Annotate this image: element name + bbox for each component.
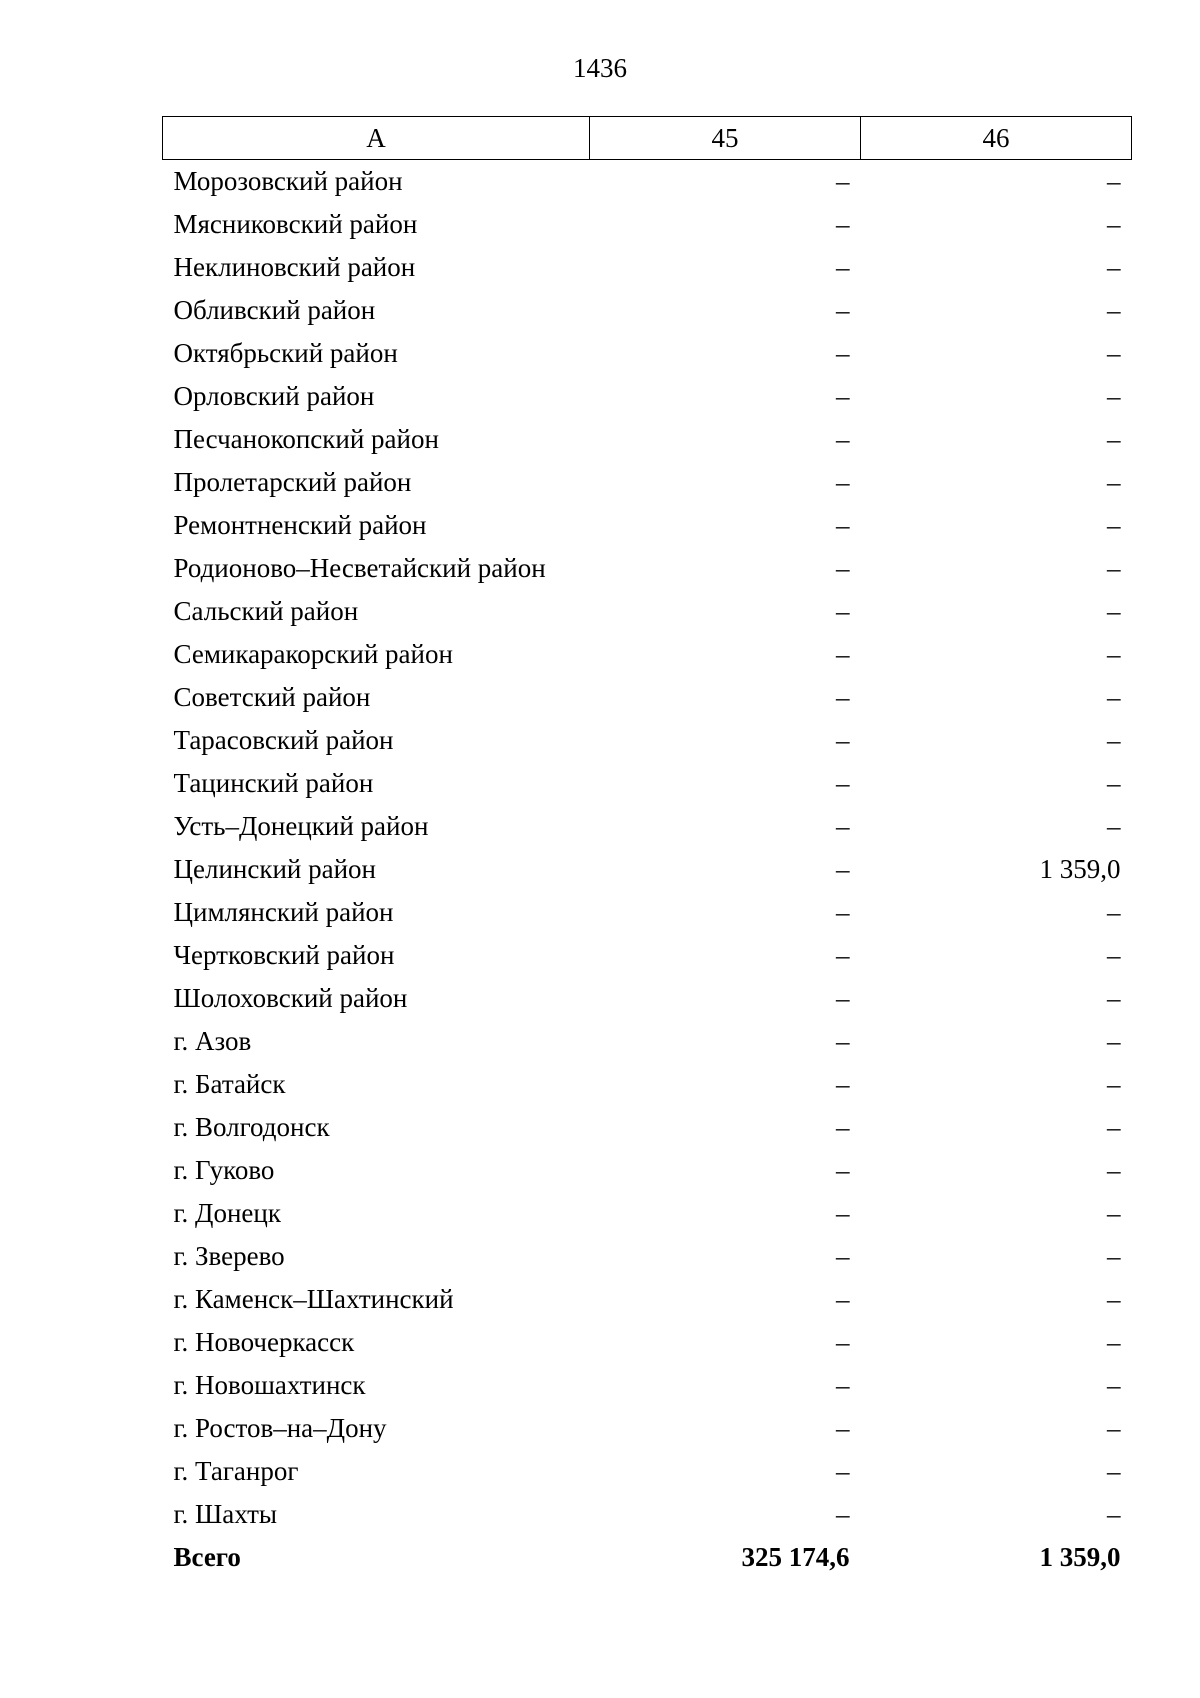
- data-table: [162, 116, 1132, 1579]
- row-name-cell: г. Батайск: [173, 1069, 286, 1099]
- row-name-cell: Тацинский район: [173, 768, 374, 798]
- row-value-45-cell: –: [836, 811, 850, 841]
- row-value-45-cell: –: [836, 854, 850, 884]
- row-value-45-cell: –: [836, 252, 850, 282]
- row-value-46-cell: 1 359,0: [1039, 854, 1121, 884]
- row-value-45-cell: –: [836, 1370, 850, 1400]
- row-name-cell: г. Волгодонск: [173, 1112, 330, 1142]
- table-body: [163, 160, 1132, 1580]
- row-value-45-cell: –: [836, 1198, 850, 1228]
- row-value-45-cell: –: [836, 596, 850, 626]
- row-name-cell: Орловский район: [173, 381, 375, 411]
- table-row: [163, 1278, 1132, 1321]
- table-header-row: [163, 117, 1132, 160]
- row-name-cell: г. Шахты: [173, 1499, 278, 1529]
- row-value-46-cell: –: [1107, 1112, 1121, 1142]
- row-name-cell: Сальский район: [173, 596, 359, 626]
- row-value-45-cell: –: [836, 983, 850, 1013]
- row-value-45-cell: –: [836, 166, 850, 196]
- row-value-45-cell: –: [836, 1327, 850, 1357]
- row-value-46-cell: –: [1107, 1198, 1121, 1228]
- row-name-cell: г. Новочеркасск: [173, 1327, 355, 1357]
- row-value-46-cell: –: [1107, 1069, 1121, 1099]
- row-name-cell: Цимлянский район: [173, 897, 394, 927]
- row-value-46-cell: –: [1107, 424, 1121, 454]
- row-value-45-cell: –: [836, 295, 850, 325]
- table-row: [163, 977, 1132, 1020]
- row-value-46-cell: –: [1107, 1456, 1121, 1486]
- row-value-45-cell: –: [836, 467, 850, 497]
- row-value-46-cell: –: [1107, 1413, 1121, 1443]
- row-name-cell: Усть–Донецкий район: [173, 811, 429, 841]
- table-row: [163, 1364, 1132, 1407]
- row-name-cell: г. Донецк: [173, 1198, 281, 1228]
- row-name-cell: Песчанокопский район: [173, 424, 439, 454]
- row-value-45-cell: –: [836, 1241, 850, 1271]
- row-name-cell: г. Новошахтинск: [173, 1370, 366, 1400]
- row-value-46-cell: –: [1107, 983, 1121, 1013]
- row-value-45-cell: –: [836, 639, 850, 669]
- row-value-46-cell: –: [1107, 1284, 1121, 1314]
- row-value-46-cell: –: [1107, 768, 1121, 798]
- total-value-45-cell: 325 174,6: [741, 1542, 850, 1572]
- table-row: [163, 1493, 1132, 1536]
- row-value-45-cell: –: [836, 897, 850, 927]
- table-row: [163, 160, 1132, 204]
- row-value-45-cell: –: [836, 768, 850, 798]
- row-name-cell: Тарасовский район: [173, 725, 394, 755]
- row-name-cell: Целинский район: [173, 854, 376, 884]
- row-name-cell: г. Таганрог: [173, 1456, 299, 1486]
- row-value-46-cell: –: [1107, 811, 1121, 841]
- row-value-45-cell: –: [836, 1284, 850, 1314]
- total-label-cell: Всего: [173, 1542, 241, 1572]
- table-row: [163, 461, 1132, 504]
- row-value-46-cell: –: [1107, 897, 1121, 927]
- row-name-cell: Морозовский район: [173, 166, 403, 196]
- table-row: [163, 848, 1132, 891]
- row-value-45-cell: –: [836, 424, 850, 454]
- row-value-46-cell: –: [1107, 1327, 1121, 1357]
- table-row: [163, 1149, 1132, 1192]
- row-value-46-cell: –: [1107, 295, 1121, 325]
- row-name-cell: г. Каменск–Шахтинский: [173, 1284, 454, 1314]
- row-value-46-cell: –: [1107, 252, 1121, 282]
- row-name-cell: Чертковский район: [173, 940, 395, 970]
- table-row: [163, 805, 1132, 848]
- table-total-row: [163, 1536, 1132, 1579]
- table-row: [163, 633, 1132, 676]
- row-value-45-cell: –: [836, 510, 850, 540]
- row-value-46-cell: –: [1107, 940, 1121, 970]
- row-name-cell: Обливский район: [173, 295, 376, 325]
- table-row: [163, 547, 1132, 590]
- table-row: [163, 1063, 1132, 1106]
- column-header-46: 46: [861, 117, 1132, 160]
- table-row: [163, 590, 1132, 633]
- row-name-cell: г. Гуково: [173, 1155, 275, 1185]
- row-value-46-cell: –: [1107, 166, 1121, 196]
- row-value-45-cell: –: [836, 1069, 850, 1099]
- row-value-46-cell: –: [1107, 682, 1121, 712]
- column-header-45: 45: [590, 117, 861, 160]
- row-value-45-cell: –: [836, 725, 850, 755]
- table-row: [163, 246, 1132, 289]
- row-value-46-cell: –: [1107, 1499, 1121, 1529]
- row-value-46-cell: –: [1107, 639, 1121, 669]
- table-row: [163, 1321, 1132, 1364]
- table-row: [163, 203, 1132, 246]
- row-name-cell: Ремонтненский район: [173, 510, 427, 540]
- table-row: [163, 1192, 1132, 1235]
- row-value-46-cell: –: [1107, 338, 1121, 368]
- row-name-cell: г. Зверево: [173, 1241, 285, 1271]
- row-value-46-cell: –: [1107, 1155, 1121, 1185]
- row-value-45-cell: –: [836, 1413, 850, 1443]
- row-value-45-cell: –: [836, 1026, 850, 1056]
- table-row: [163, 934, 1132, 977]
- row-value-46-cell: –: [1107, 1370, 1121, 1400]
- row-value-46-cell: –: [1107, 510, 1121, 540]
- row-value-46-cell: –: [1107, 381, 1121, 411]
- table-row: [163, 719, 1132, 762]
- row-name-cell: Шолоховский район: [173, 983, 408, 1013]
- row-name-cell: Неклиновский район: [173, 252, 416, 282]
- table-row: [163, 332, 1132, 375]
- row-name-cell: г. Азов: [173, 1026, 252, 1056]
- row-value-46-cell: –: [1107, 1026, 1121, 1056]
- row-value-45-cell: –: [836, 1456, 850, 1486]
- table-row: [163, 762, 1132, 805]
- row-name-cell: Октябрьский район: [173, 338, 398, 368]
- row-name-cell: Мясниковский район: [173, 209, 418, 239]
- table-row: [163, 1407, 1132, 1450]
- data-table-container: [162, 116, 1131, 1579]
- table-row: [163, 1106, 1132, 1149]
- row-value-45-cell: –: [836, 682, 850, 712]
- row-value-45-cell: –: [836, 1499, 850, 1529]
- row-value-46-cell: –: [1107, 553, 1121, 583]
- row-name-cell: г. Ростов–на–Дону: [173, 1413, 387, 1443]
- table-row: [163, 1020, 1132, 1063]
- table-row: [163, 1450, 1132, 1493]
- row-value-46-cell: –: [1107, 725, 1121, 755]
- row-name-cell: Пролетарский район: [173, 467, 412, 497]
- row-name-cell: Советский район: [173, 682, 371, 712]
- row-value-46-cell: –: [1107, 209, 1121, 239]
- table-row: [163, 289, 1132, 332]
- page-number: 1436: [573, 53, 627, 83]
- row-value-45-cell: –: [836, 1112, 850, 1142]
- row-value-45-cell: –: [836, 940, 850, 970]
- table-row: [163, 418, 1132, 461]
- row-name-cell: Семикаракорский район: [173, 639, 453, 669]
- row-value-45-cell: –: [836, 209, 850, 239]
- row-value-46-cell: –: [1107, 596, 1121, 626]
- row-value-45-cell: –: [836, 338, 850, 368]
- table-row: [163, 375, 1132, 418]
- row-value-46-cell: –: [1107, 467, 1121, 497]
- column-header-a: А: [163, 117, 590, 160]
- row-value-45-cell: –: [836, 553, 850, 583]
- row-value-45-cell: –: [836, 381, 850, 411]
- table-row: [163, 891, 1132, 934]
- table-row: [163, 504, 1132, 547]
- table-row: [163, 676, 1132, 719]
- row-name-cell: Родионово–Несветайский район: [173, 553, 546, 583]
- row-value-46-cell: –: [1107, 1241, 1121, 1271]
- row-value-45-cell: –: [836, 1155, 850, 1185]
- total-value-46-cell: 1 359,0: [1039, 1542, 1121, 1572]
- table-row: [163, 1235, 1132, 1278]
